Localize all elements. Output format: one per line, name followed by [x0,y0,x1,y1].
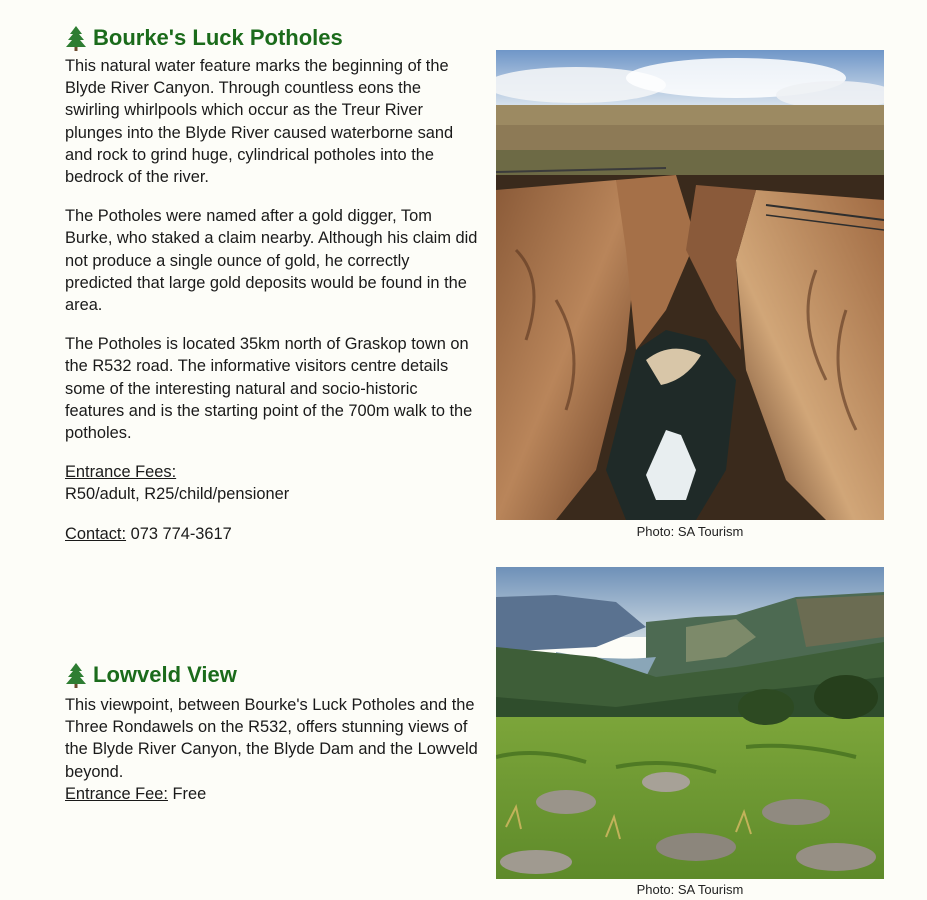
section-title-lowveld-view [64,662,237,688]
section-body-bourkes-luck [65,55,480,562]
photo-lowveld-view [496,567,884,879]
entrance-fee [65,783,490,805]
entrance-fees [65,461,480,505]
section-title-text: Lowveld View [93,662,237,687]
entrance-fee-value: Free [167,784,207,803]
contact-label: Contact: [65,524,127,543]
section-title-text: Bourke's Luck Potholes [93,25,343,50]
pine-tree-icon [64,662,88,688]
photo-caption-lowveld-view: Photo: SA Tourism [636,882,744,897]
entrance-fees-value: R50/adult, R25/child/pensioner [65,485,290,504]
photo-bourkes-luck-potholes [496,50,884,520]
section-body-lowveld-view [65,694,490,805]
section-title-bourkes-luck [64,25,343,51]
entrance-fee-label: Entrance Fee: [65,784,168,803]
contact [65,523,480,545]
paragraph-description: This natural water feature marks the beginning of the Blyde River Canyon. Through countless eons the swirling whirlpools which occur as the Treur River plunges into the Blyde River caused waterborne sand and rock to grind huge, cylindrical potholes into the bedrock of the river. [65,57,454,187]
paragraph-description: This viewpoint, between Bourke's Luck Potholes and the Three Rondawels on the R532, offers stunning views of the Blyde River Canyon, the Blyde Dam and the Lowveld beyond. [65,696,478,781]
paragraph-history: The Potholes were named after a gold digger, Tom Burke, who staked a claim nearby. Although his claim did not produce a single ounce of gold, he correctly predicted that large gold deposits would be found in the area. [65,207,478,315]
entrance-fees-label: Entrance Fees: [65,463,177,482]
contact-value: 073 774-3617 [126,524,232,543]
paragraph-location: The Potholes is located 35km north of Graskop town on the R532 road. The informative visitors centre details some of the interesting natural and socio-historic features and is the starting point of the 700m walk to the potholes. [65,335,473,443]
pine-tree-icon [64,25,88,51]
photo-caption-bourkes-luck: Photo: SA Tourism [636,524,744,539]
